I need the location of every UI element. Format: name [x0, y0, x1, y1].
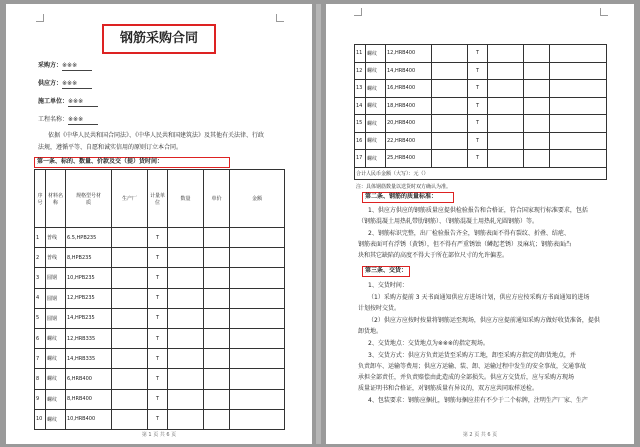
cell-no: 1	[35, 228, 46, 248]
cell-price	[204, 268, 230, 288]
cell-price	[204, 288, 230, 308]
cell-unit: T	[148, 389, 168, 409]
table-row	[355, 80, 607, 98]
delivery-2: 2、交货地点：交货地点为※※※的指定现场。	[368, 340, 489, 347]
cell-no: 17	[355, 150, 366, 168]
cell-price	[524, 132, 550, 150]
table-row	[35, 248, 285, 268]
cell-material-name: 螺纹	[366, 80, 386, 98]
delivery-3-line-3: 承担全部责任，并负责赔偿由此造成的全部损失。供应方交货后，应与采购方现场	[358, 374, 575, 381]
cell-manufacturer	[112, 349, 148, 369]
cell-price	[204, 328, 230, 348]
cell-quantity	[488, 45, 524, 63]
cell-manufacturer	[432, 115, 468, 133]
cell-spec: 10,HRB400	[66, 409, 112, 429]
cell-manufacturer	[432, 45, 468, 63]
cell-amount	[230, 268, 285, 288]
cell-manufacturer	[432, 80, 468, 98]
cell-price	[204, 248, 230, 268]
cell-unit: T	[468, 62, 488, 80]
delivery-3-line-4: 质量证明书和合格证，对钢筋质量有异议的，双方应共同取样送检。	[358, 385, 539, 392]
cell-price	[524, 150, 550, 168]
cell-spec: 14,HRB335	[66, 349, 112, 369]
cell-material-name: 圆钢	[46, 268, 66, 288]
table-row	[35, 268, 285, 288]
cell-material-name: 螺纹	[366, 150, 386, 168]
cell-no: 10	[35, 409, 46, 429]
cell-unit: T	[148, 288, 168, 308]
cell-spec: 14,HPB235	[66, 308, 112, 328]
table-row	[35, 288, 285, 308]
cell-no: 11	[355, 45, 366, 63]
header-price: 单价	[204, 170, 230, 228]
cell-manufacturer	[112, 369, 148, 389]
cell-manufacturer	[112, 409, 148, 429]
cell-unit: T	[148, 369, 168, 389]
page-footer: 第 1 页 共 6 页	[141, 432, 177, 438]
cell-amount	[550, 150, 607, 168]
table-row	[35, 389, 285, 409]
quality-2-line-1: 2、钢筋标识完整，出厂检验报告齐全，钢筋表面不得有裂纹、折叠、结疤、	[368, 230, 570, 237]
cell-quantity	[168, 369, 204, 389]
cell-spec: 14,HRB400	[386, 62, 432, 80]
cell-quantity	[168, 308, 204, 328]
cell-no: 12	[355, 62, 366, 80]
cell-amount	[230, 288, 285, 308]
cell-no: 4	[35, 288, 46, 308]
crop-mark	[354, 8, 362, 16]
cell-price	[204, 369, 230, 389]
cell-unit: T	[148, 308, 168, 328]
header-no: 序号	[35, 170, 46, 228]
cell-unit: T	[148, 409, 168, 429]
cell-manufacturer	[112, 288, 148, 308]
cell-quantity	[488, 115, 524, 133]
cell-quantity	[168, 328, 204, 348]
header-unit: 计量单位	[148, 170, 168, 228]
cell-amount	[230, 409, 285, 429]
cell-price	[204, 308, 230, 328]
cell-spec: 12,HPB235	[66, 288, 112, 308]
delivery-1a-line-1: （1）采购方提前 3 天书面通知供应方进场计划，供应方应按采购方书面通知的进场	[368, 294, 590, 301]
buyer-value: ※※※	[62, 62, 92, 71]
cell-amount	[550, 62, 607, 80]
cell-price	[524, 115, 550, 133]
cell-no: 5	[35, 308, 46, 328]
cell-price	[524, 97, 550, 115]
cell-spec: 8,HRB400	[66, 389, 112, 409]
cell-price	[204, 389, 230, 409]
header-name: 材料名称	[46, 170, 66, 228]
buyer-line	[38, 62, 92, 71]
table-row	[355, 115, 607, 133]
cell-spec: 20,HRB400	[386, 115, 432, 133]
supplier-line	[38, 80, 92, 89]
cell-manufacturer	[112, 268, 148, 288]
cell-spec: 18,HRB400	[386, 97, 432, 115]
cell-no: 2	[35, 248, 46, 268]
cell-quantity	[168, 349, 204, 369]
cell-no: 13	[355, 80, 366, 98]
cell-price	[524, 80, 550, 98]
cell-material-name: 螺纹	[366, 62, 386, 80]
cell-manufacturer	[432, 62, 468, 80]
cell-unit: T	[468, 45, 488, 63]
table-total-row	[355, 167, 607, 179]
cell-quantity	[488, 150, 524, 168]
document-page-2	[326, 4, 634, 444]
cell-spec: 12,HRB335	[66, 328, 112, 348]
cell-quantity	[168, 248, 204, 268]
cell-manufacturer	[112, 328, 148, 348]
cell-no: 6	[35, 328, 46, 348]
delivery-1b-line-1: （2）供应方应按时按量将钢筋运至现场，供应方应提前通知采购方做好收货准备，提供	[368, 317, 600, 324]
cell-amount	[550, 115, 607, 133]
cell-amount	[230, 389, 285, 409]
cell-spec: 25,HRB400	[386, 150, 432, 168]
crop-mark	[36, 14, 44, 22]
section-1-heading: 第一条、标的、数量、价款及交（提）货时间：	[37, 158, 164, 165]
quality-2-line-3: 块和其它缺陷的高度不得大于所在部位尺寸的允许偏差。	[358, 252, 509, 259]
quality-1-line-1: 1、供应方供应的钢筋质量应提供检验报告和合格证，符合国家现行标准要求，包括	[368, 207, 588, 214]
cell-unit: T	[148, 268, 168, 288]
table-row	[35, 409, 285, 429]
section-2-heading: 第二条、钢筋的质量标准：	[365, 193, 438, 200]
document-page-1	[6, 4, 312, 444]
buyer-label: 采购方：	[38, 62, 63, 69]
construction-value: ※※※	[68, 98, 98, 107]
delivery-1a-line-2: 计划按时交货。	[358, 305, 401, 312]
cell-amount	[550, 80, 607, 98]
cell-amount	[230, 248, 285, 268]
table-row	[35, 349, 285, 369]
header-quantity: 数量	[168, 170, 204, 228]
cell-amount	[550, 97, 607, 115]
cell-price	[204, 228, 230, 248]
cell-unit: T	[148, 248, 168, 268]
table-row	[355, 132, 607, 150]
cell-quantity	[168, 409, 204, 429]
cell-amount	[230, 308, 285, 328]
header-spec: 规格型号材质	[66, 170, 112, 228]
cell-material-name: 螺纹	[366, 115, 386, 133]
cell-material-name: 圆钢	[46, 288, 66, 308]
project-label: 工程名称：	[38, 116, 69, 123]
table-row	[35, 308, 285, 328]
cell-quantity	[168, 288, 204, 308]
cell-unit: T	[468, 97, 488, 115]
cell-spec: 12,HRB400	[386, 45, 432, 63]
cell-quantity	[168, 389, 204, 409]
cell-quantity	[168, 268, 204, 288]
delivery-4: 4、包装要求：钢筋应捆扎，钢筋每捆应挂有不少于二个标牌，注明生产厂家、生产	[368, 397, 588, 404]
cell-no: 9	[35, 389, 46, 409]
page-footer: 第 2 页 共 6 页	[462, 432, 498, 438]
cell-manufacturer	[432, 97, 468, 115]
cell-manufacturer	[112, 228, 148, 248]
intro-line-2: 法规，遵循平等、自愿和诚实信用的原则订立本合同。	[38, 144, 183, 151]
cell-material-name: 螺纹	[46, 369, 66, 389]
cell-no: 8	[35, 369, 46, 389]
cell-manufacturer	[112, 389, 148, 409]
cell-no: 15	[355, 115, 366, 133]
table-row	[355, 150, 607, 168]
cell-material-name: 螺纹	[366, 132, 386, 150]
cell-quantity	[168, 228, 204, 248]
cell-amount	[550, 132, 607, 150]
cell-material-name: 普线	[46, 228, 66, 248]
header-manufacturer: 生产厂	[112, 170, 148, 228]
cell-amount	[230, 349, 285, 369]
cell-price	[204, 409, 230, 429]
cell-manufacturer	[112, 248, 148, 268]
contract-title: 钢筋采购合同	[102, 24, 216, 54]
supplier-value: ※※※	[62, 80, 92, 89]
materials-table-continued	[354, 44, 607, 180]
section-3-heading: 第三条、交货：	[365, 267, 408, 274]
delivery-3-line-1: 3、交货方式：供应方负责运货至采购方工地，卸至采购方指定的卸货地点，并	[368, 352, 576, 359]
project-line	[38, 116, 98, 125]
cell-spec: 8,HPB235	[66, 248, 112, 268]
cell-material-name: 圆钢	[46, 308, 66, 328]
table-header-row	[35, 170, 285, 228]
cell-material-name: 螺纹	[46, 349, 66, 369]
supplier-label: 供应方：	[38, 80, 63, 87]
table-row	[35, 369, 285, 389]
cell-spec: 10,HPB235	[66, 268, 112, 288]
cell-material-name: 螺纹	[366, 45, 386, 63]
cell-price	[204, 349, 230, 369]
cell-material-name: 螺纹	[46, 409, 66, 429]
cell-price	[524, 45, 550, 63]
cell-manufacturer	[432, 132, 468, 150]
quality-2-line-2: 钢筋表面可有浮锈（黄锈），但不得有严重锈蚀（鳞起老锈）及麻坑；钢筋表面凸	[358, 241, 572, 248]
table-row	[355, 62, 607, 80]
cell-price	[524, 62, 550, 80]
cell-unit: T	[468, 132, 488, 150]
cell-unit: T	[468, 115, 488, 133]
table-row	[35, 328, 285, 348]
cell-spec: 6,HRB400	[66, 369, 112, 389]
cell-quantity	[488, 97, 524, 115]
table-row	[35, 228, 285, 248]
cell-unit: T	[148, 349, 168, 369]
table-row	[355, 97, 607, 115]
cell-amount	[230, 228, 285, 248]
cell-material-name: 螺纹	[46, 328, 66, 348]
cell-spec: 22,HRB400	[386, 132, 432, 150]
materials-table	[34, 169, 285, 430]
cell-amount	[230, 328, 285, 348]
construction-label: 施工单位：	[38, 98, 69, 105]
quality-1-line-2: （钢筋混凝土用热轧带肋钢筋）、（钢筋混凝土用热轧光圆钢筋）等。	[358, 218, 539, 225]
header-amount: 金额	[230, 170, 285, 228]
delivery-3-line-2: 负责卸车、运输等费用；供应方运输、装、卸、运输过程中发生的安全事故，交通事故	[358, 363, 587, 370]
cell-quantity	[488, 132, 524, 150]
cell-material-name: 螺纹	[46, 389, 66, 409]
note-text: 注：具体钢筋数量以送货时双方确认为准。	[356, 184, 452, 190]
delivery-1b-line-2: 卸货地。	[358, 328, 383, 335]
cell-amount	[230, 369, 285, 389]
project-value: ※※※	[68, 116, 98, 125]
cell-quantity	[488, 80, 524, 98]
crop-mark	[276, 14, 284, 22]
cell-no: 14	[355, 97, 366, 115]
cell-unit: T	[468, 150, 488, 168]
cell-material-name: 普线	[46, 248, 66, 268]
intro-line-1: 依据《中华人民共和国合同法》、《中华人民共和国建筑法》及其他有关法律、行政	[48, 132, 265, 139]
page-gap	[316, 4, 321, 444]
cell-manufacturer	[112, 308, 148, 328]
cell-no: 3	[35, 268, 46, 288]
cell-manufacturer	[432, 150, 468, 168]
cell-material-name: 螺纹	[366, 97, 386, 115]
table-row	[355, 45, 607, 63]
cell-unit: T	[468, 80, 488, 98]
cell-no: 7	[35, 349, 46, 369]
cell-quantity	[488, 62, 524, 80]
cell-spec: 6.5,HPB235	[66, 228, 112, 248]
cell-amount	[550, 45, 607, 63]
crop-mark	[600, 8, 608, 16]
cell-unit: T	[148, 328, 168, 348]
cell-spec: 16,HRB400	[386, 80, 432, 98]
cell-no: 16	[355, 132, 366, 150]
delivery-1: 1、交货时间：	[368, 282, 408, 289]
total-amount-label: 合计人民币金额（大写）：元（）	[355, 167, 607, 179]
cell-unit: T	[148, 228, 168, 248]
construction-line	[38, 98, 98, 107]
